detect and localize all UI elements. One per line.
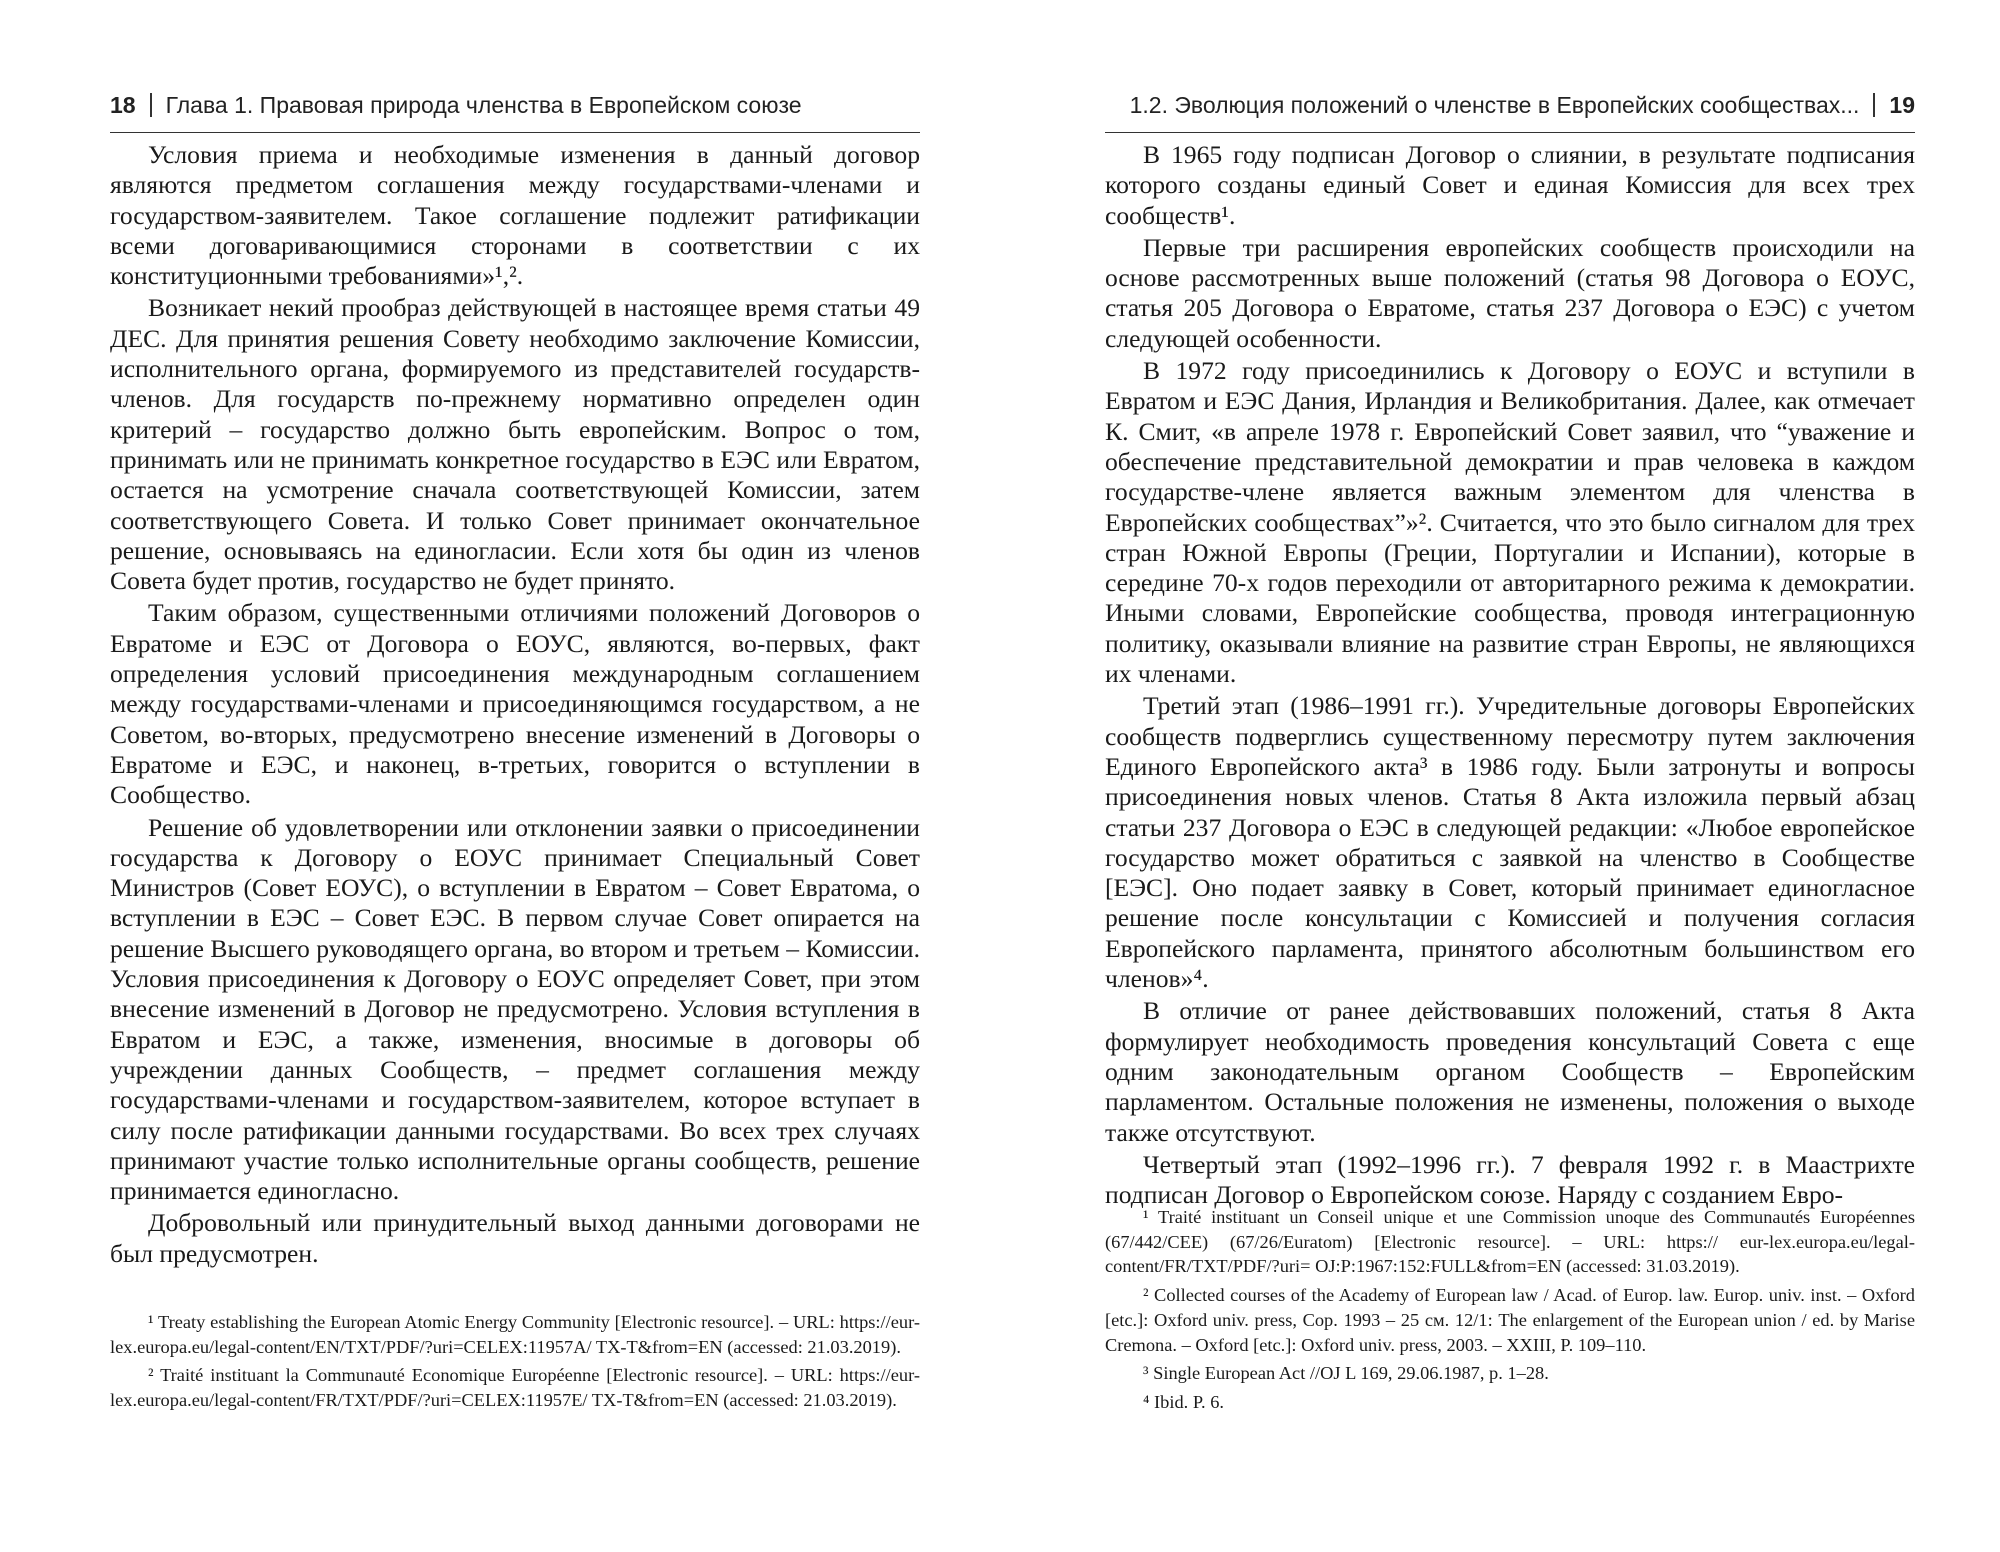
paragraph: Решение об удовлетворении или отклонении заявки о присоединении государства к Договору о ЕОУС принимает Специальный Совет Министров (Совет ЕОУС), о вступлении в Евратом – Совет Евратома, о вступлении в ЕЭС – Совет ЕЭС. В первом случае Совет опирается на решение Высшего руководящего органа, во втором и третьем – Комиссии. Условия присоединения к Договору о ЕОУС определяет Совет, при этом внесение изменений в Договор не предусмотрено. Условия вступления в Евратом и ЕЭС, а также, изменения, вносимые в договоры об учреждении данных Сообществ, – предмет соглашения между государствами-членами и государством-заявителем, которое вступает в силу после ратификации данными государствами. Во всех трех случаях принимают участие только исполнительные органы сообществ, решение принимается единогласно.: [110, 812, 920, 1206]
footnote: ¹ Traité instituant un Conseil unique et une Commission unoque des Communautés Européennes (67/442/CEE) (67/26/Euratom) [Electronic resource]. – URL: https:// eur-lex.europa.eu/legal-content/FR/TXT/PDF/?uri= OJ:P:1967:152:FULL&from=EN (accessed: 31.03.2019).: [1105, 1207, 1915, 1277]
footnote: ² Collected courses of the Academy of European law / Acad. of Europ. law. Europ. univ. inst. – Oxford [etc.]: Oxford univ. press, Cop. 1993 – 25 см. 12/1: The enlargement of the European union / ed. by Marise Cremona. – Oxford [etc.]: Oxford univ. press, 2003. – XXIII, P. 109–110.: [1105, 1285, 1915, 1355]
footnote: ¹ Treaty establishing the European Atomic Energy Community [Electronic resource]. – URL: https://eur-lex.europa.eu/legal-content/EN/TXT/PDF/?uri=CELEX:11957A/ TX-T&from=EN (accessed: 21.03.2019).: [110, 1312, 920, 1357]
left-page: [110, 0, 920, 1552]
main-text: [1105, 140, 1915, 1212]
header-separator: [150, 93, 152, 117]
paragraph: Добровольный или принудительный выход данными договорами не был предусмотрен.: [110, 1208, 920, 1268]
paragraph: В 1972 году присоединились к Договору о ЕОУС и вступили в Евратом и ЕЭС Дания, Ирландия и Великобритания. Далее, как отмечает К. Смит, «в апреле 1978 г. Европейский Совет заявил, что “уважение и обеспечение представительной демократии и прав человека в каждом государстве-члене является важным элементом для членства в Европейских сообществах”»². Считается, что это было сигналом для трех стран Южной Европы (Греции, Португалии и Испании), которые в середине 70-х годов переходили от авторитарного режима к демократии. Иными словами, Европейские сообщества, проводя интеграционную политику, оказывали влияние на развитие стран Европы, не являющихся их членами.: [1105, 356, 1915, 689]
chapter-title: Глава 1. Правовая природа членства в Европейском союзе: [165, 92, 802, 118]
footnotes: [110, 1310, 920, 1417]
section-title: 1.2. Эволюция положений о членстве в Европейских сообществах...: [1129, 92, 1860, 118]
header-separator: [1873, 93, 1875, 117]
footnote: ⁴ Ibid. P. 6.: [1143, 1391, 1225, 1412]
paragraph: Возникает некий прообраз действующей в настоящее время статьи 49 ДЕС. Для принятия решения Совету необходимо заключение Комиссии, исполнительного органа, формируемого из представителей государств-членов. Для государств по-прежнему нормативно определен один критерий – государство должно быть европейским. Вопрос о том, принимать или не принимать конкретное государство в ЕЭС или Евратом, остается на усмотрение сначала соответствующей Комиссии, затем соответствующего Совета. И только Совет принимает окончательное решение, основываясь на единогласии. Если хотя бы один из членов Совета будет против, государство не будет принято.: [110, 293, 920, 596]
right-page: [1105, 0, 1915, 1552]
page-number: 19: [1889, 92, 1915, 118]
paragraph: В отличие от ранее действовавших положений, статья 8 Акта формулирует необходимость проведения консультаций Совета с еще одним законодательным органом Сообществ – Европейским парламентом. Остальные положения не изменены, положения о выходе также отсутствуют.: [1105, 996, 1915, 1147]
running-head-right: [1105, 92, 1915, 133]
footnote: ² Traité instituant la Communauté Economique Européenne [Electronic resource]. – URL: https://eur-lex.europa.eu/legal-content/FR/TXT/PDF/?uri=CELEX:11957E/ TX-T&from=EN (accessed: 21.03.2019).: [110, 1365, 920, 1411]
paragraph: Четвертый этап (1992–1996 гг.). 7 февраля 1992 г. в Маастрихте подписан Договор о Европейском союзе. Наряду с созданием Евро-: [1105, 1149, 1915, 1210]
paragraph: Таким образом, существенными отличиями положений Договоров о Евратоме и ЕЭС от Договора о ЕОУС, являются, во-первых, факт определения условий присоединения международным соглашением между государствами-членами и присоединяющимся государством, а не Советом, во-вторых, предусмотрено внесение изменений в Договоры о Евратоме и ЕЭС, и наконец, в-третьих, говорится о вступлении в Сообщество.: [110, 598, 920, 810]
running-head-left: [110, 92, 920, 133]
page-number: 18: [110, 92, 136, 118]
paragraph: В 1965 году подписан Договор о слиянии, в результате подписания которого созданы единый Совет и единая Комиссия для всех трех сообществ¹.: [1105, 140, 1915, 230]
paragraph: Первые три расширения европейских сообществ происходили на основе рассмотренных выше положений (статья 98 Договора о ЕОУС, статья 205 Договора о Евратоме, статья 237 Договора о ЕЭС) с учетом следующей особенности.: [1105, 232, 1915, 353]
paragraph: Условия приема и необходимые изменения в данный договор являются предметом соглашения между государствами-членами и государством-заявителем. Такое соглашение подлежит ратификации всеми договаривающимися сторонами в соответствии с их конституционными требованиями»¹,².: [110, 140, 920, 291]
footnotes: [1105, 1205, 1915, 1419]
main-text: [110, 140, 920, 1271]
footnote: ³ Single European Act //OJ L 169, 29.06.1987, p. 1–28.: [1143, 1363, 1549, 1384]
paragraph: Третий этап (1986–1991 гг.). Учредительные договоры Европейских сообществ подверглись существенному пересмотру путем заключения Единого Европейского акта³ в 1986 году. Были затронуты и вопросы присоединения новых членов. Статья 8 Акта изложила первый абзац статьи 237 Договора о ЕЭС в следующей редакции: «Любое европейское государство может обратиться с заявкой на членство в Сообществе [ЕЭС]. Оно подает заявку в Совет, который принимает единогласное решение после консультации с Комиссией и получения согласия Европейского парламента, принятого абсолютным большинством его членов»⁴.: [1105, 691, 1915, 994]
